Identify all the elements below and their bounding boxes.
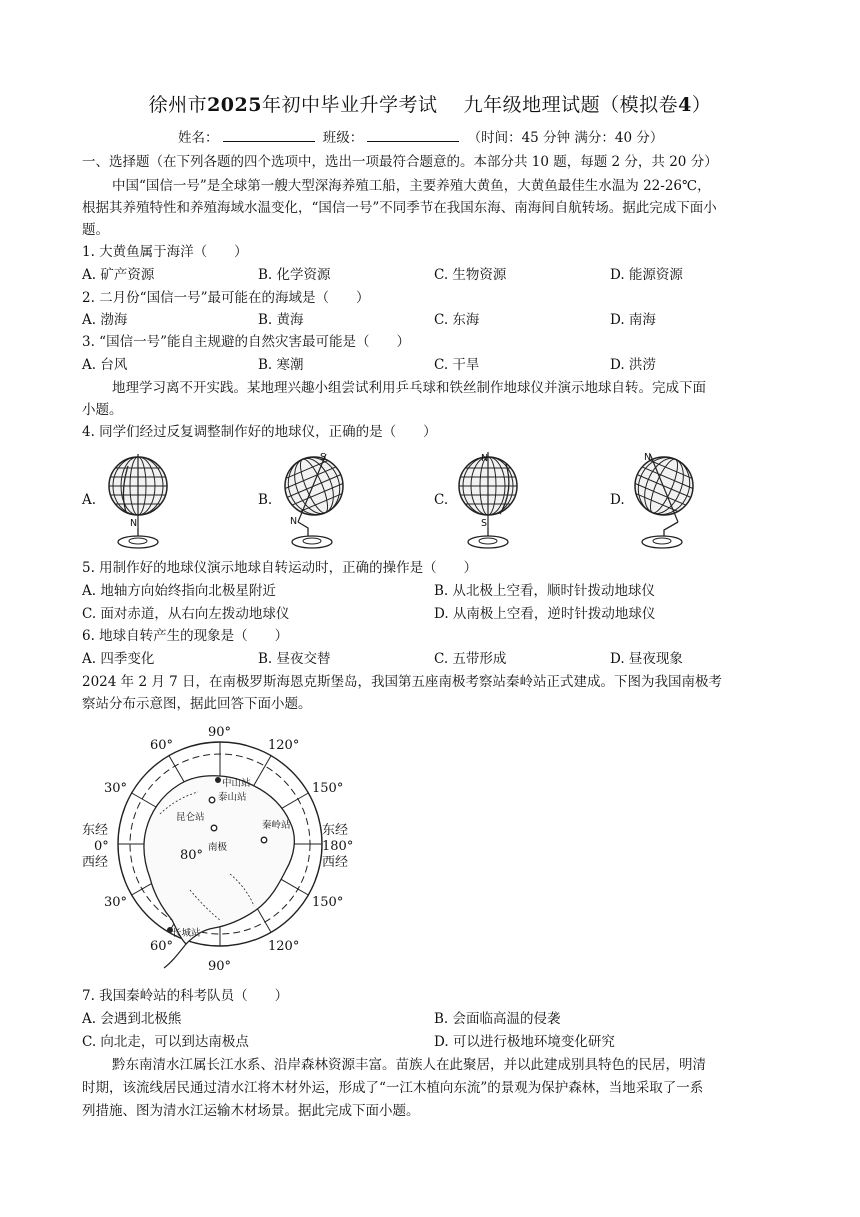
q3-option-d[interactable]: D. 洪涝 [610,357,656,373]
q1-option-c[interactable]: C. 生物资源 [434,267,507,283]
map-label-east-right: 东经 [322,823,349,838]
passage1-line3: 题。 [82,222,109,238]
label-south-pole: 南极 [208,842,228,853]
q5-option-b[interactable]: B. 从北极上空看，顺时针拨动地球仪 [434,583,656,599]
passage2-line2: 小题。 [82,402,123,418]
station-zhongshan: 中山站 [222,778,251,789]
q2-option-d[interactable]: D. 南海 [610,312,656,328]
q2-stem: 2. 二月份“国信一号”最可能在的海域是（ ） [82,290,370,306]
globe-b-image [272,448,352,554]
q4-option-d[interactable]: D. [610,492,625,508]
map-label-60-bottom-left: 60° [150,939,174,954]
q7-option-b[interactable]: B. 会面临高温的侵袭 [434,1011,561,1027]
map-label-150-right: 150° [312,781,344,796]
passage4-line1: 黔东南清水江属长江水系、沿岸森林资源丰富。苗族人在此聚居，并以此建成别具特色的民居，明清 [112,1057,706,1073]
station-taishan: 泰山站 [218,792,247,803]
globe-a-n-label: N [130,518,138,529]
q7-stem: 7. 我国秦岭站的科考队员（ ） [82,988,289,1004]
map-label-120-top-right: 120° [268,738,300,753]
q3-option-b[interactable]: B. 寒潮 [258,357,304,373]
q6-option-a[interactable]: A. 四季变化 [82,651,155,667]
page-title: 徐州市2025年初中毕业升学考试 九年级地理试题（模拟卷4） [148,94,712,116]
name-label: 姓名： [178,130,219,146]
q1-option-b[interactable]: B. 化学资源 [258,267,331,283]
q6-option-d[interactable]: D. 昼夜现象 [610,651,683,667]
globe-c-s-label: S [481,518,488,529]
q6-option-c[interactable]: C. 五带形成 [434,651,507,667]
passage1-line1: 中国“国信一号”是全球第一艘大型深海养殖工船，主要养殖大黄鱼，大黄鱼最佳生水温为 22-26℃， [112,178,711,194]
section-heading: 一、选择题（在下列各题的四个选项中，选出一项最符合题意的。本部分共 10 题，每题 2 分，共 20 分） [82,154,718,170]
q1-option-a[interactable]: A. 矿产资源 [82,267,155,283]
map-label-180: 180° [322,839,354,854]
q2-option-a[interactable]: A. 渤海 [82,312,128,328]
q7-option-a[interactable]: A. 会遇到北极熊 [82,1011,182,1027]
map-label-60-top-left: 60° [150,738,174,753]
globe-d-image [622,448,702,554]
q5-stem: 5. 用制作好的地球仪演示地球自转运动时，正确的操作是（ ） [82,560,478,576]
globe-d-n-label: N [644,452,652,463]
q5-option-a[interactable]: A. 地轴方向始终指向北极星附近 [82,583,276,599]
q3-option-c[interactable]: C. 干旱 [434,357,480,373]
map-label-0: 0° [94,839,109,854]
passage4-line3: 列措施、图为清水江运输木材场景。据此完成下面小题。 [82,1103,420,1119]
q4-stem: 4. 同学们经过反复调整制作好的地球仪，正确的是（ ） [82,424,437,440]
exam-meta: （时间：45 分钟 满分：40 分） [467,130,664,146]
q5-option-c[interactable]: C. 面对赤道，从右向左拨动地球仪 [82,606,290,622]
q3-option-a[interactable]: A. 台风 [82,357,128,373]
station-kunlun: 昆仑站 [176,812,205,823]
passage3-line2: 察站分布示意图，据此回答下面小题。 [82,696,312,712]
passage3-line1: 2024 年 2 月 7 日，在南极罗斯海恩克斯堡岛，我国第五座南极考察站秦岭站正式建成。下图为我国南极考 [82,674,722,690]
map-label-east-left: 东经 [82,823,109,838]
map-label-west-left: 西经 [82,855,109,870]
globe-c-n-label: N [481,453,489,464]
map-label-80: 80° [180,848,204,863]
q7-option-c[interactable]: C. 向北走，可以到达南极点 [82,1034,249,1050]
map-label-30-left: 30° [104,781,128,796]
q3-stem: 3. “国信一号”能自主规避的自然灾害最可能是（ ） [82,334,410,350]
map-label-90-top: 90° [208,725,232,740]
passage4-line2: 时期，该流线居民通过清水江将木材外运，形成了“一江木植向东流”的景观为保护森林，当地采取了一系 [82,1080,704,1096]
q1-stem: 1. 大黄鱼属于海洋（ ） [82,244,248,260]
station-qinling: 秦岭站 [262,820,291,831]
passage2-line1: 地理学习离不开实践。某地理兴趣小组尝试利用乒乓球和铁丝制作地球仪并演示地球自转。完成下面 [112,380,706,396]
q2-option-b[interactable]: B. 黄海 [258,312,304,328]
globe-c-image [448,448,528,554]
globe-b-s-label: S [320,452,327,463]
globe-b-n-label: N [290,516,298,527]
map-label-150-bottom-right: 150° [312,895,344,910]
q5-option-d[interactable]: D. 从南极上空看，逆时针拨动地球仪 [434,606,656,622]
station-changcheng: 长城站 [172,928,201,939]
map-label-30-bottom-left: 30° [104,895,128,910]
antarctic-stations-map [76,716,366,978]
q6-option-b[interactable]: B. 昼夜交替 [258,651,331,667]
globe-a-image [98,448,178,554]
q1-option-d[interactable]: D. 能源资源 [610,267,683,283]
map-label-120-bottom-right: 120° [268,939,300,954]
map-label-90-bottom: 90° [208,959,232,974]
class-blank [367,128,459,142]
map-label-west-right: 西经 [322,855,349,870]
q4-option-a[interactable]: A. [82,492,97,508]
passage1-line2: 根据其养殖特性和养殖海域水温变化，“国信一号”不同季节在我国东海、南海间自航转场。据此完成下面小 [82,200,717,216]
q4-option-c[interactable]: C. [434,492,449,508]
q4-option-b[interactable]: B. [258,492,273,508]
q2-option-c[interactable]: C. 东海 [434,312,480,328]
student-info-line [178,128,663,148]
name-blank [223,128,315,142]
q6-stem: 6. 地球自转产生的现象是（ ） [82,628,289,644]
class-label: 班级： [322,130,364,146]
q7-option-d[interactable]: D. 可以进行极地环境变化研究 [434,1034,615,1050]
